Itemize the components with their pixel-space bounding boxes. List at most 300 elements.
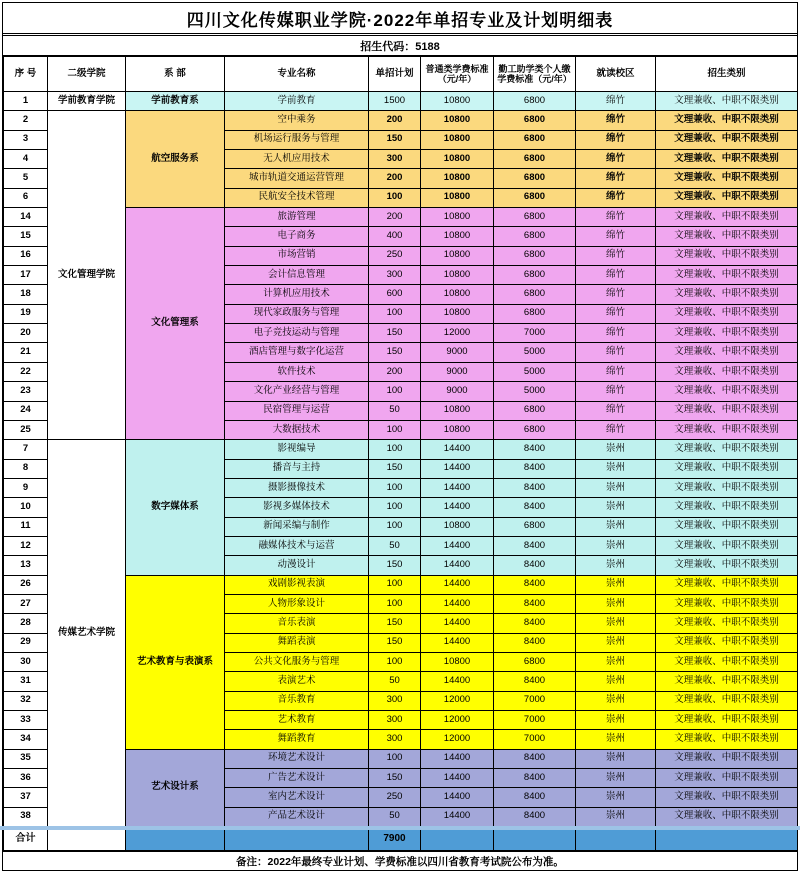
cell-campus: 绵竹 <box>576 150 656 169</box>
cell-plan: 150 <box>369 130 421 149</box>
cell-fee-normal: 14400 <box>421 440 494 459</box>
cell-plan: 150 <box>369 769 421 788</box>
cell-campus: 崇州 <box>576 672 656 691</box>
cell-fee-workstudy: 6800 <box>494 111 576 130</box>
cell-fee-normal: 10800 <box>421 130 494 149</box>
cell-major: 旅游管理 <box>225 208 369 227</box>
cell-major: 文化产业经营与管理 <box>225 382 369 401</box>
footnote: 备注：2022年最终专业计划、学费标准以四川省教育考试院公布为准。 <box>3 851 797 870</box>
cell-campus: 绵竹 <box>576 208 656 227</box>
cell-plan: 300 <box>369 730 421 749</box>
cell-plan: 100 <box>369 382 421 401</box>
cell-fee-normal: 14400 <box>421 788 494 807</box>
cell-category: 文理兼收、中职不限类别 <box>656 246 798 265</box>
cell-fee-workstudy: 6800 <box>494 266 576 285</box>
cell-category: 文理兼收、中职不限类别 <box>656 575 798 594</box>
enrollment-table-sheet <box>2 2 798 871</box>
cell-fee-workstudy: 8400 <box>494 536 576 555</box>
cell-department: 学前教育系 <box>126 92 225 111</box>
cell-campus: 崇州 <box>576 769 656 788</box>
cell-fee-normal: 10800 <box>421 188 494 207</box>
enrollment-table <box>3 56 798 851</box>
cell-fee-workstudy: 6800 <box>494 130 576 149</box>
cell-campus: 绵竹 <box>576 188 656 207</box>
cell-serial: 22 <box>4 362 48 381</box>
cell-major: 机场运行服务与管理 <box>225 130 369 149</box>
cell-plan: 200 <box>369 169 421 188</box>
cell-plan: 150 <box>369 614 421 633</box>
cell-campus: 绵竹 <box>576 324 656 343</box>
cell-serial: 35 <box>4 749 48 768</box>
cell-plan: 150 <box>369 459 421 478</box>
cell-major: 播音与主持 <box>225 459 369 478</box>
cell-serial: 14 <box>4 208 48 227</box>
cell-campus: 崇州 <box>576 807 656 827</box>
cell-plan: 150 <box>369 324 421 343</box>
cell-major: 市场营销 <box>225 246 369 265</box>
cell-major: 影视编导 <box>225 440 369 459</box>
cell-category: 文理兼收、中职不限类别 <box>656 188 798 207</box>
cell-fee-workstudy: 6800 <box>494 188 576 207</box>
header-plan: 单招计划 <box>369 57 421 92</box>
cell-fee-workstudy: 6800 <box>494 246 576 265</box>
cell-category: 文理兼收、中职不限类别 <box>656 711 798 730</box>
cell-major: 无人机应用技术 <box>225 150 369 169</box>
cell-fee-normal: 14400 <box>421 769 494 788</box>
cell-campus: 绵竹 <box>576 401 656 420</box>
cell-fee-workstudy: 8400 <box>494 633 576 652</box>
cell-fee-workstudy: 6800 <box>494 517 576 536</box>
cell-major: 公共文化服务与管理 <box>225 652 369 671</box>
cell-major: 戏剧影视表演 <box>225 575 369 594</box>
cell-serial: 8 <box>4 459 48 478</box>
cell-fee-normal: 14400 <box>421 749 494 768</box>
cell-category: 文理兼收、中职不限类别 <box>656 150 798 169</box>
cell-college: 传媒艺术学院 <box>48 440 126 827</box>
cell-fee-normal: 10800 <box>421 304 494 323</box>
cell-campus: 崇州 <box>576 749 656 768</box>
cell-major: 大数据技术 <box>225 420 369 439</box>
cell-serial: 9 <box>4 478 48 497</box>
cell-fee-normal: 10800 <box>421 169 494 188</box>
cell-campus: 绵竹 <box>576 111 656 130</box>
cell-campus: 崇州 <box>576 556 656 575</box>
cell-fee-normal: 14400 <box>421 556 494 575</box>
total-campus-cell <box>576 827 656 851</box>
cell-major: 民航安全技术管理 <box>225 188 369 207</box>
cell-serial: 18 <box>4 285 48 304</box>
cell-fee-normal: 9000 <box>421 362 494 381</box>
cell-category: 文理兼收、中职不限类别 <box>656 343 798 362</box>
cell-fee-workstudy: 8400 <box>494 769 576 788</box>
cell-plan: 200 <box>369 362 421 381</box>
cell-department: 艺术教育与表演系 <box>126 575 225 749</box>
cell-serial: 12 <box>4 536 48 555</box>
cell-fee-normal: 10800 <box>421 285 494 304</box>
cell-plan: 250 <box>369 246 421 265</box>
cell-fee-normal: 10800 <box>421 420 494 439</box>
cell-category: 文理兼收、中职不限类别 <box>656 652 798 671</box>
cell-category: 文理兼收、中职不限类别 <box>656 459 798 478</box>
cell-fee-workstudy: 6800 <box>494 304 576 323</box>
table-row <box>4 92 798 111</box>
total-fee-cell <box>421 827 494 851</box>
cell-fee-normal: 10800 <box>421 150 494 169</box>
cell-category: 文理兼收、中职不限类别 <box>656 614 798 633</box>
cell-fee-workstudy: 8400 <box>494 594 576 613</box>
cell-campus: 绵竹 <box>576 382 656 401</box>
cell-category: 文理兼收、中职不限类别 <box>656 633 798 652</box>
cell-category: 文理兼收、中职不限类别 <box>656 130 798 149</box>
total-workfee-cell <box>494 827 576 851</box>
cell-fee-normal: 9000 <box>421 382 494 401</box>
cell-category: 文理兼收、中职不限类别 <box>656 691 798 710</box>
cell-fee-normal: 10800 <box>421 92 494 111</box>
cell-major: 艺术教育 <box>225 711 369 730</box>
cell-serial: 17 <box>4 266 48 285</box>
cell-plan: 200 <box>369 208 421 227</box>
cell-serial: 20 <box>4 324 48 343</box>
cell-serial: 3 <box>4 130 48 149</box>
header-fee-normal: 普通类学费标准（元/年） <box>421 57 494 92</box>
cell-fee-workstudy: 8400 <box>494 749 576 768</box>
cell-campus: 绵竹 <box>576 285 656 304</box>
cell-campus: 崇州 <box>576 459 656 478</box>
cell-serial: 32 <box>4 691 48 710</box>
cell-fee-workstudy: 8400 <box>494 556 576 575</box>
cell-major: 室内艺术设计 <box>225 788 369 807</box>
cell-fee-workstudy: 8400 <box>494 807 576 827</box>
cell-campus: 崇州 <box>576 575 656 594</box>
cell-fee-normal: 10800 <box>421 227 494 246</box>
cell-fee-normal: 12000 <box>421 730 494 749</box>
cell-fee-normal: 10800 <box>421 517 494 536</box>
cell-major: 环境艺术设计 <box>225 749 369 768</box>
cell-fee-workstudy: 7000 <box>494 711 576 730</box>
cell-serial: 4 <box>4 150 48 169</box>
header-campus: 就读校区 <box>576 57 656 92</box>
cell-plan: 600 <box>369 285 421 304</box>
cell-serial: 23 <box>4 382 48 401</box>
cell-fee-normal: 10800 <box>421 266 494 285</box>
header-row <box>4 57 798 92</box>
cell-fee-workstudy: 6800 <box>494 208 576 227</box>
cell-fee-workstudy: 8400 <box>494 478 576 497</box>
cell-category: 文理兼收、中职不限类别 <box>656 440 798 459</box>
cell-serial: 36 <box>4 769 48 788</box>
cell-plan: 100 <box>369 188 421 207</box>
cell-plan: 100 <box>369 498 421 517</box>
cell-fee-normal: 10800 <box>421 208 494 227</box>
cell-serial: 34 <box>4 730 48 749</box>
cell-plan: 150 <box>369 343 421 362</box>
cell-fee-workstudy: 7000 <box>494 324 576 343</box>
cell-fee-normal: 10800 <box>421 652 494 671</box>
total-category-cell <box>656 827 798 851</box>
cell-plan: 100 <box>369 652 421 671</box>
cell-major: 电子商务 <box>225 227 369 246</box>
cell-fee-workstudy: 8400 <box>494 575 576 594</box>
cell-campus: 绵竹 <box>576 130 656 149</box>
cell-serial: 2 <box>4 111 48 130</box>
cell-major: 民宿管理与运营 <box>225 401 369 420</box>
cell-campus: 崇州 <box>576 652 656 671</box>
cell-plan: 300 <box>369 691 421 710</box>
cell-plan: 100 <box>369 478 421 497</box>
cell-category: 文理兼收、中职不限类别 <box>656 169 798 188</box>
header-department: 系 部 <box>126 57 225 92</box>
cell-major: 会计信息管理 <box>225 266 369 285</box>
cell-category: 文理兼收、中职不限类别 <box>656 749 798 768</box>
cell-fee-workstudy: 6800 <box>494 227 576 246</box>
cell-serial: 29 <box>4 633 48 652</box>
cell-campus: 崇州 <box>576 594 656 613</box>
cell-campus: 绵竹 <box>576 420 656 439</box>
cell-plan: 100 <box>369 594 421 613</box>
cell-fee-workstudy: 6800 <box>494 285 576 304</box>
cell-major: 城市轨道交通运营管理 <box>225 169 369 188</box>
total-major-cell <box>225 827 369 851</box>
cell-category: 文理兼收、中职不限类别 <box>656 478 798 497</box>
cell-major: 舞蹈教育 <box>225 730 369 749</box>
cell-major: 舞蹈表演 <box>225 633 369 652</box>
cell-serial: 1 <box>4 92 48 111</box>
cell-campus: 崇州 <box>576 440 656 459</box>
cell-category: 文理兼收、中职不限类别 <box>656 382 798 401</box>
header-category: 招生类别 <box>656 57 798 92</box>
cell-plan: 100 <box>369 440 421 459</box>
cell-major: 广告艺术设计 <box>225 769 369 788</box>
cell-fee-normal: 14400 <box>421 478 494 497</box>
cell-fee-normal: 14400 <box>421 459 494 478</box>
cell-campus: 崇州 <box>576 517 656 536</box>
cell-department: 艺术设计系 <box>126 749 225 827</box>
cell-fee-workstudy: 7000 <box>494 691 576 710</box>
cell-major: 动漫设计 <box>225 556 369 575</box>
cell-serial: 33 <box>4 711 48 730</box>
cell-fee-workstudy: 6800 <box>494 169 576 188</box>
cell-plan: 50 <box>369 401 421 420</box>
cell-category: 文理兼收、中职不限类别 <box>656 420 798 439</box>
cell-major: 表演艺术 <box>225 672 369 691</box>
cell-fee-normal: 9000 <box>421 343 494 362</box>
total-plan: 7900 <box>369 827 421 851</box>
cell-plan: 300 <box>369 266 421 285</box>
cell-campus: 绵竹 <box>576 227 656 246</box>
cell-serial: 16 <box>4 246 48 265</box>
total-label: 合计 <box>4 827 48 851</box>
cell-major: 电子竞技运动与管理 <box>225 324 369 343</box>
cell-campus: 绵竹 <box>576 246 656 265</box>
cell-serial: 37 <box>4 788 48 807</box>
cell-plan: 100 <box>369 575 421 594</box>
cell-serial: 19 <box>4 304 48 323</box>
table-row <box>4 440 798 459</box>
cell-fee-normal: 10800 <box>421 401 494 420</box>
cell-plan: 150 <box>369 556 421 575</box>
cell-fee-normal: 12000 <box>421 691 494 710</box>
cell-fee-workstudy: 6800 <box>494 652 576 671</box>
cell-serial: 31 <box>4 672 48 691</box>
table-body <box>4 92 798 828</box>
cell-plan: 1500 <box>369 92 421 111</box>
cell-fee-workstudy: 8400 <box>494 440 576 459</box>
cell-category: 文理兼收、中职不限类别 <box>656 498 798 517</box>
cell-fee-workstudy: 7000 <box>494 730 576 749</box>
cell-plan: 50 <box>369 807 421 827</box>
cell-fee-workstudy: 8400 <box>494 672 576 691</box>
cell-serial: 28 <box>4 614 48 633</box>
total-row <box>4 827 798 851</box>
cell-plan: 100 <box>369 749 421 768</box>
header-serial: 序 号 <box>4 57 48 92</box>
cell-category: 文理兼收、中职不限类别 <box>656 594 798 613</box>
cell-department: 文化管理系 <box>126 208 225 440</box>
cell-fee-normal: 10800 <box>421 246 494 265</box>
cell-fee-workstudy: 8400 <box>494 459 576 478</box>
cell-college: 学前教育学院 <box>48 92 126 111</box>
cell-plan: 300 <box>369 711 421 730</box>
cell-campus: 崇州 <box>576 633 656 652</box>
cell-category: 文理兼收、中职不限类别 <box>656 536 798 555</box>
cell-campus: 崇州 <box>576 498 656 517</box>
cell-category: 文理兼收、中职不限类别 <box>656 730 798 749</box>
cell-department: 数字媒体系 <box>126 440 225 575</box>
cell-fee-normal: 14400 <box>421 633 494 652</box>
cell-college: 文化管理学院 <box>48 111 126 440</box>
cell-major: 影视多媒体技术 <box>225 498 369 517</box>
cell-major: 音乐教育 <box>225 691 369 710</box>
cell-category: 文理兼收、中职不限类别 <box>656 266 798 285</box>
cell-fee-normal: 14400 <box>421 498 494 517</box>
cell-major: 人物形象设计 <box>225 594 369 613</box>
cell-plan: 100 <box>369 304 421 323</box>
cell-campus: 崇州 <box>576 614 656 633</box>
cell-fee-workstudy: 6800 <box>494 420 576 439</box>
cell-serial: 21 <box>4 343 48 362</box>
cell-fee-normal: 14400 <box>421 614 494 633</box>
cell-plan: 150 <box>369 633 421 652</box>
cell-serial: 15 <box>4 227 48 246</box>
cell-campus: 崇州 <box>576 536 656 555</box>
cell-category: 文理兼收、中职不限类别 <box>656 556 798 575</box>
cell-campus: 崇州 <box>576 711 656 730</box>
cell-category: 文理兼收、中职不限类别 <box>656 788 798 807</box>
cell-campus: 绵竹 <box>576 169 656 188</box>
cell-serial: 7 <box>4 440 48 459</box>
cell-serial: 26 <box>4 575 48 594</box>
header-college: 二级学院 <box>48 57 126 92</box>
cell-fee-normal: 14400 <box>421 807 494 827</box>
cell-major: 融媒体技术与运营 <box>225 536 369 555</box>
total-college-cell <box>48 827 126 851</box>
header-fee-workstudy: 勤工助学类个人缴学费标准（元/年） <box>494 57 576 92</box>
cell-major: 摄影摄像技术 <box>225 478 369 497</box>
enrollment-code: 招生代码：5188 <box>3 36 797 56</box>
cell-campus: 绵竹 <box>576 343 656 362</box>
cell-fee-normal: 14400 <box>421 536 494 555</box>
cell-plan: 400 <box>369 227 421 246</box>
page-title: 四川文化传媒职业学院·2022年单招专业及计划明细表 <box>3 3 797 36</box>
cell-category: 文理兼收、中职不限类别 <box>656 324 798 343</box>
cell-department: 航空服务系 <box>126 111 225 208</box>
cell-campus: 绵竹 <box>576 304 656 323</box>
cell-category: 文理兼收、中职不限类别 <box>656 362 798 381</box>
cell-fee-workstudy: 6800 <box>494 92 576 111</box>
cell-fee-workstudy: 6800 <box>494 150 576 169</box>
cell-serial: 13 <box>4 556 48 575</box>
cell-category: 文理兼收、中职不限类别 <box>656 769 798 788</box>
cell-fee-workstudy: 8400 <box>494 498 576 517</box>
cell-campus: 绵竹 <box>576 362 656 381</box>
cell-category: 文理兼收、中职不限类别 <box>656 285 798 304</box>
cell-category: 文理兼收、中职不限类别 <box>656 227 798 246</box>
total-dept-cell <box>126 827 225 851</box>
table-row <box>4 111 798 130</box>
cell-campus: 崇州 <box>576 788 656 807</box>
cell-fee-normal: 14400 <box>421 594 494 613</box>
cell-campus: 崇州 <box>576 691 656 710</box>
cell-category: 文理兼收、中职不限类别 <box>656 517 798 536</box>
cell-fee-workstudy: 8400 <box>494 788 576 807</box>
cell-serial: 11 <box>4 517 48 536</box>
cell-major: 新闻采编与制作 <box>225 517 369 536</box>
cell-fee-normal: 12000 <box>421 711 494 730</box>
cell-major: 现代家政服务与管理 <box>225 304 369 323</box>
cell-serial: 6 <box>4 188 48 207</box>
cell-fee-normal: 14400 <box>421 672 494 691</box>
cell-plan: 50 <box>369 672 421 691</box>
cell-plan: 200 <box>369 111 421 130</box>
cell-plan: 100 <box>369 517 421 536</box>
cell-major: 学前教育 <box>225 92 369 111</box>
cell-major: 酒店管理与数字化运营 <box>225 343 369 362</box>
cell-major: 产品艺术设计 <box>225 807 369 827</box>
header-major: 专业名称 <box>225 57 369 92</box>
cell-category: 文理兼收、中职不限类别 <box>656 111 798 130</box>
cell-fee-normal: 12000 <box>421 324 494 343</box>
cell-serial: 24 <box>4 401 48 420</box>
cell-fee-normal: 10800 <box>421 111 494 130</box>
cell-fee-workstudy: 6800 <box>494 401 576 420</box>
cell-category: 文理兼收、中职不限类别 <box>656 401 798 420</box>
cell-campus: 绵竹 <box>576 92 656 111</box>
cell-serial: 5 <box>4 169 48 188</box>
cell-fee-workstudy: 5000 <box>494 343 576 362</box>
cell-plan: 100 <box>369 420 421 439</box>
cell-plan: 250 <box>369 788 421 807</box>
cell-major: 计算机应用技术 <box>225 285 369 304</box>
cell-category: 文理兼收、中职不限类别 <box>656 92 798 111</box>
cell-plan: 300 <box>369 150 421 169</box>
cell-campus: 绵竹 <box>576 266 656 285</box>
cell-serial: 25 <box>4 420 48 439</box>
cell-category: 文理兼收、中职不限类别 <box>656 208 798 227</box>
cell-campus: 崇州 <box>576 730 656 749</box>
cell-serial: 27 <box>4 594 48 613</box>
bottom-edge-strip <box>0 826 800 830</box>
cell-fee-workstudy: 5000 <box>494 382 576 401</box>
cell-fee-workstudy: 8400 <box>494 614 576 633</box>
cell-fee-normal: 14400 <box>421 575 494 594</box>
cell-category: 文理兼收、中职不限类别 <box>656 304 798 323</box>
cell-serial: 30 <box>4 652 48 671</box>
cell-serial: 10 <box>4 498 48 517</box>
cell-major: 音乐表演 <box>225 614 369 633</box>
cell-category: 文理兼收、中职不限类别 <box>656 672 798 691</box>
cell-fee-workstudy: 5000 <box>494 362 576 381</box>
cell-major: 软件技术 <box>225 362 369 381</box>
